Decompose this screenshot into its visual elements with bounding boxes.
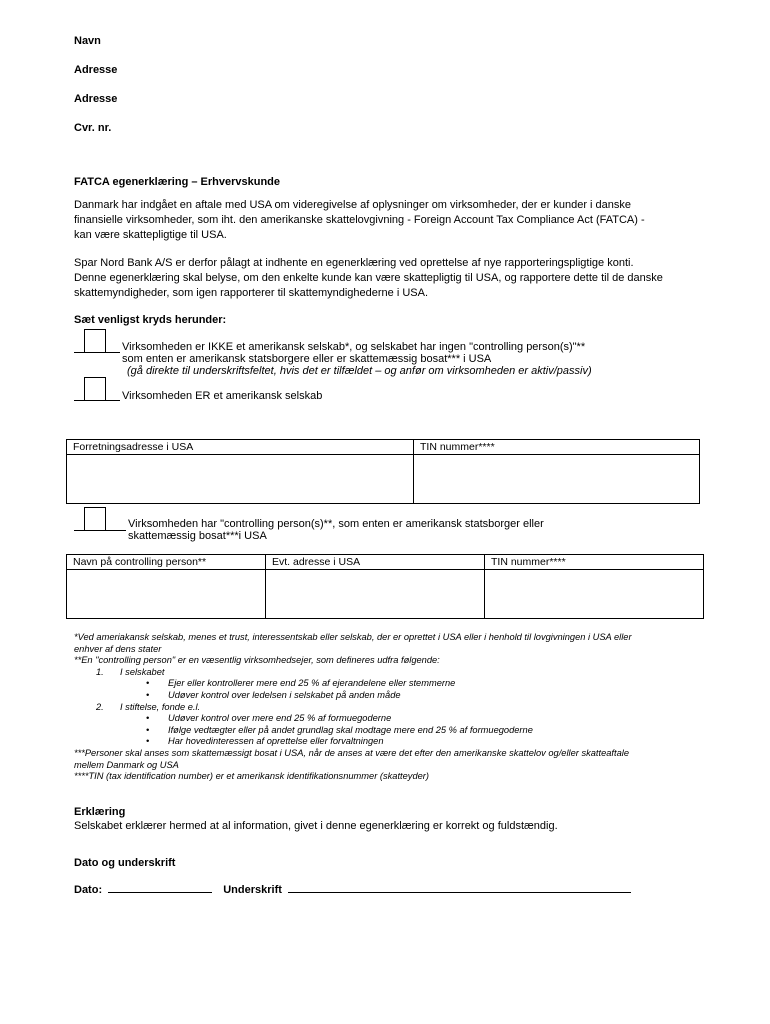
intro-1-line-1: Danmark har indgået en aftale med USA om videregivelse af oplysninger om virksomheder, der er kunder i danske	[74, 199, 632, 211]
bullet-icon: •	[146, 689, 150, 700]
bullet-item	[74, 725, 632, 737]
option-1-line-2: som enten er amerikansk statsborgere eller er skattemæssig bosat*** i USA	[122, 353, 492, 365]
footnotes	[74, 632, 632, 783]
cvr-label: Cvr. nr.	[74, 122, 112, 134]
bullet-text: Har hovedinteressen af oprettelse eller forvaltningen	[168, 736, 384, 747]
option-3-checkbox[interactable]	[84, 507, 106, 531]
intro-2-line-3: skattemyndigheder, som igen rapporterer til skattemyndighederne i USA.	[74, 287, 429, 299]
bullet-text: Ifølge vedtægter eller på andet grundlag skal modtage mere end 25 % af formuegoderne	[168, 724, 533, 735]
bullet-icon: •	[146, 736, 150, 747]
footnote-4: ****TIN (tax identification number) er et amerikansk identifikationsnummer (skatteyder)	[74, 771, 429, 782]
bullet-icon: •	[146, 724, 150, 735]
option-2-checkbox[interactable]	[84, 377, 106, 401]
footnote-1-line-1: *Ved ameriakansk selskab, menes et trust, interessentskab eller selskab, der er oprettet i USA eller i henhold til lovgivningen i USA eller	[74, 632, 632, 642]
signature-row	[74, 882, 631, 896]
us-address-table	[66, 439, 700, 504]
bullet-item	[74, 690, 632, 702]
bullet-text: Udøver kontrol over mere end 25 % af formuegoderne	[168, 713, 392, 724]
footnote-3-line-1: ***Personer skal anses som skattemæssigt bosat i USA, når de anses at være det efter den amerikanske skattelov og/eller skatteaftale	[74, 747, 629, 758]
list-text-2: I stiftelse, fonde e.l.	[120, 701, 201, 712]
bullet-icon: •	[146, 713, 150, 724]
controlling-person-tin-input[interactable]	[485, 570, 704, 619]
list-item-1	[74, 667, 632, 679]
footnote-1-line-2: enhver af dens stater	[74, 643, 162, 654]
table1-header-tin: TIN nummer****	[414, 440, 700, 455]
footnote-3-line-2: mellem Danmark og USA	[74, 759, 179, 770]
table2-header-address: Evt. adresse i USA	[266, 555, 485, 570]
table2-header-name: Navn på controlling person**	[67, 555, 266, 570]
bullet-icon: •	[146, 678, 150, 689]
signature-heading: Dato og underskrift	[74, 857, 176, 869]
bullet-item	[74, 736, 632, 748]
bullet-text: Ejer eller kontrollerer mere end 25 % af ejerandelene eller stemmerne	[168, 678, 456, 689]
intro-paragraph-1	[74, 198, 645, 243]
document-title: FATCA egenerklæring – Erhvervskunde	[74, 176, 281, 188]
list-text-1: I selskabet	[120, 666, 165, 677]
option-1-line-3: (gå direkte til underskriftsfeltet, hvis det er tilfældet – og anfør om virksomheden er aktiv/passiv)	[127, 365, 592, 377]
declaration-text: Selskabet erklærer hermed at al information, givet i denne egenerklæring er korrekt og fuldstændig.	[74, 820, 558, 832]
signature-label: Underskrift	[223, 884, 282, 896]
intro-1-line-3: kan være skattepligtige til USA.	[74, 229, 227, 241]
signature-field[interactable]	[288, 882, 631, 893]
table2-header-tin: TIN nummer****	[485, 555, 704, 570]
option-3-line-2: skattemæssig bosat***i USA	[128, 530, 267, 542]
tin-input[interactable]	[414, 455, 700, 504]
bullet-text: Udøver kontrol over ledelsen i selskabet på anden måde	[168, 689, 401, 700]
table1-header-address: Forretningsadresse i USA	[67, 440, 414, 455]
instruction-text: Sæt venligst kryds herunder:	[74, 314, 227, 326]
address-label-2: Adresse	[74, 93, 118, 105]
date-label: Dato:	[74, 884, 103, 896]
bullet-item	[74, 678, 632, 690]
intro-1-line-2: finansielle virksomheder, som iht. den amerikanske skattelovgivning - Foreign Account Tax Compliance Act (FATCA) -	[74, 214, 645, 226]
declaration-heading: Erklæring	[74, 806, 126, 818]
option-1-line-1: Virksomheden er IKKE et amerikansk selskab*, og selskabet har ingen "controlling person(s)"**	[122, 341, 586, 353]
list-item-2	[74, 702, 632, 714]
intro-2-line-2: Denne egenerklæring skal belyse, om den enkelte kunde kan være skattepligtig til USA, og rapportere dette til de danske	[74, 272, 663, 284]
bullet-item	[74, 713, 632, 725]
controlling-person-table	[66, 554, 704, 619]
us-address-input[interactable]	[67, 455, 414, 504]
list-number-2: 2.	[96, 701, 104, 712]
option-1-checkbox[interactable]	[84, 329, 106, 353]
list-number-1: 1.	[96, 666, 104, 677]
option-2-label: Virksomheden ER et amerikansk selskab	[122, 390, 323, 402]
name-label: Navn	[74, 35, 101, 47]
controlling-person-name-input[interactable]	[67, 570, 266, 619]
option-3-line-1: Virksomheden har "controlling person(s)**, som enten er amerikansk statsborger eller	[128, 518, 544, 530]
address-label-1: Adresse	[74, 64, 118, 76]
date-field[interactable]	[108, 882, 212, 893]
controlling-person-address-input[interactable]	[266, 570, 485, 619]
footnote-2: **En "controlling person" er en væsentlig virksomhedsejer, som defineres udfra følgende:	[74, 655, 440, 666]
intro-paragraph-2	[74, 256, 663, 301]
intro-2-line-1: Spar Nord Bank A/S er derfor pålagt at indhente en egenerklæring ved oprettelse af nye rapporteringspligtige konti.	[74, 257, 634, 269]
